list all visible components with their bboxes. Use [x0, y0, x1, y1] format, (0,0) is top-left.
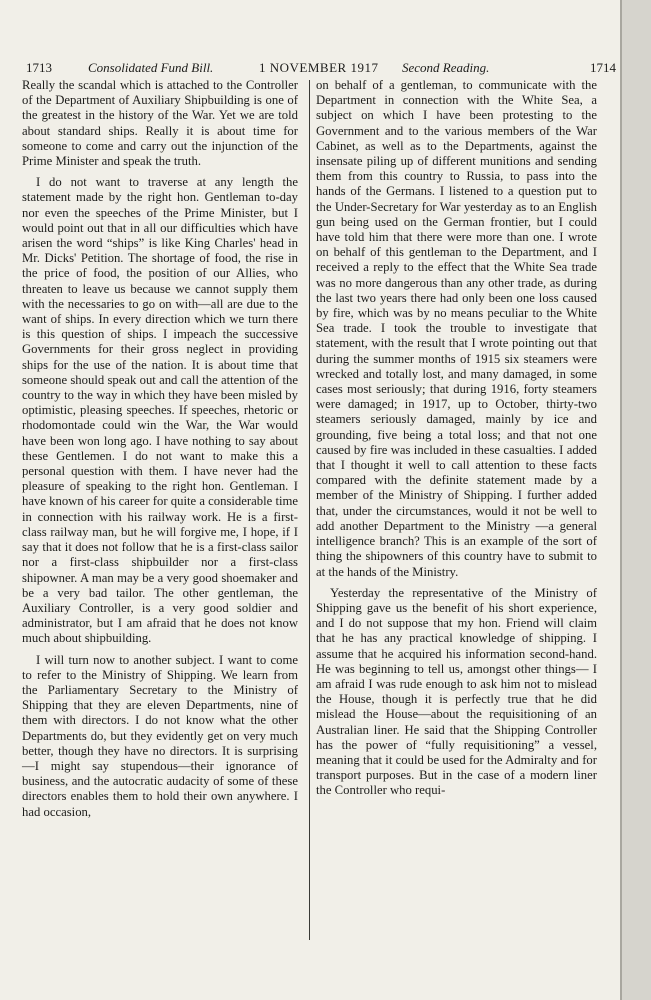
left-column-number: 1713 [26, 60, 52, 75]
page-header [26, 60, 616, 78]
reading-stage: Second Reading. [402, 60, 490, 75]
paragraph: I will turn now to another subject. I want to come to refer to the Ministry of Shipping. We learn from the Parliamentary Secretary to the Ministry of Shipping that they are eleven Departments, nine of them with directors. I do not know what the other Departments do, but they evidently get on very much better, though they have no directors. It is surprising —I might say stupendous—their ignorance of business, and the autocratic audacity of some of these directors enables them to hold their own anywhere. I had occasion, [22, 652, 298, 819]
paragraph: on behalf of a gentleman, to communicate with the Department in connection with the White Sea, a subject on which I have been protesting to the Government and to the various members of the War Cabinet, as well as to the Departments, against the insensate piling up of different munitions and sending them from this country to Russia, to pass into the hands of the Germans. I listened to a question put to the Under-Secretary for War yesterday as to an English gun being used on the German frontier, but I could have told him that there were more than one. I wrote on behalf of this gentleman to the Department, and I received a reply to the effect that the White Sea trade was no more dangerous than any other trade, as during the last two years there had only been one loss caused by fire, which was by no means peculiar to the White Sea trade. I took the trouble to investigate that statement, with the result that I wrote pointing out that during the summer months of 1915 six steamers were wrecked and totally lost, and many damaged, in some cases most seriously; that during 1916, forty steamers were damaged; in 1917, up to October, thirty-two steamers seriously damaged, mainly by ice and grounding, five being a total loss; and that not one caused by fire was included in these casualties. I added that I thought it well to call attention to these facts compared with the definite statement made by a member of the Ministry of Shipping. I further added that, under the circumstances, would it not be well to add another Department to the Ministry —a general intelligence branch? This is an example of the sort of thing the shipowners of this country have to submit to at the hands of the Ministry. [316, 78, 597, 579]
column-divider [309, 80, 310, 940]
right-column-number: 1714 [590, 60, 616, 75]
right-column [316, 78, 597, 805]
page-edge [622, 0, 651, 1000]
header-date: 1 NOVEMBER 1917 [259, 60, 379, 75]
bill-title: Consolidated Fund Bill. [88, 60, 214, 75]
paragraph: Yesterday the representative of the Ministry of Shipping gave us the benefit of his short experience, and I do not suppose that my hon. Friend will claim that he has any practical knowledge of shipping. I assume that he acquired his information second-hand. He was beginning to tell us, amongst other things— I am afraid I was rude enough to ask him not to mislead the House, though it is perfectly true that he did mislead the House—about the requisitioning of an Australian liner. He said that the Shipping Controller has the power of “fully requisitioning” a vessel, meaning that it could be used for the Admiralty and for transport purposes. But in the case of a modern liner the Controller who requi- [316, 585, 597, 798]
paragraph: I do not want to traverse at any length the statement made by the right hon. Gentleman to-day nor even the speeches of the Prime Minister, but I would point out that in all our difficulties which have arisen the word “ships” is like King Charles' head in Mr. Dicks' Petition. The shortage of food, the rise in the price of food, the position of our Allies, who threaten to leave us because we cannot supply them with the necessaries to go on with—all are due to the want of ships. In every direction which we turn there is this question of ships. I impeach the successive Governments for their gross neglect in providing ships for the use of the nation. It is about time that someone should speak out and call the attention of the country to the way in which they have been misled by optimistic, pleasing speeches. If speeches, rhetoric or rhodomontade could win the War, the War would have been won long ago. I have nothing to say about these Gentlemen. I do not want to make this a personal question with them. I have never had the pleasure of speaking to the right hon. Gentleman. I have known of his career for quite a considerable time in connection with his railway work. He is a first-class railway man, but he will forgive me, I hope, if I say that it does not follow that he is a first-class sailor nor a first-class shipbuilder nor a first-class shipowner. A man may be a very good shoemaker and be a very bad tailor. The other gentleman, the Auxiliary Controller, is a very good soldier and administrator, but I am afraid that he does not know much about shipbuilding. [22, 175, 298, 646]
paragraph: Really the scandal which is attached to the Controller of the Department of Auxiliary Shipbuilding is one of the greatest in the history of the War. Yet we are told about standard ships. Really it is about time for someone to come and carry out the injunction of the Prime Minister and speak the truth. [22, 78, 298, 169]
left-column [22, 78, 298, 826]
